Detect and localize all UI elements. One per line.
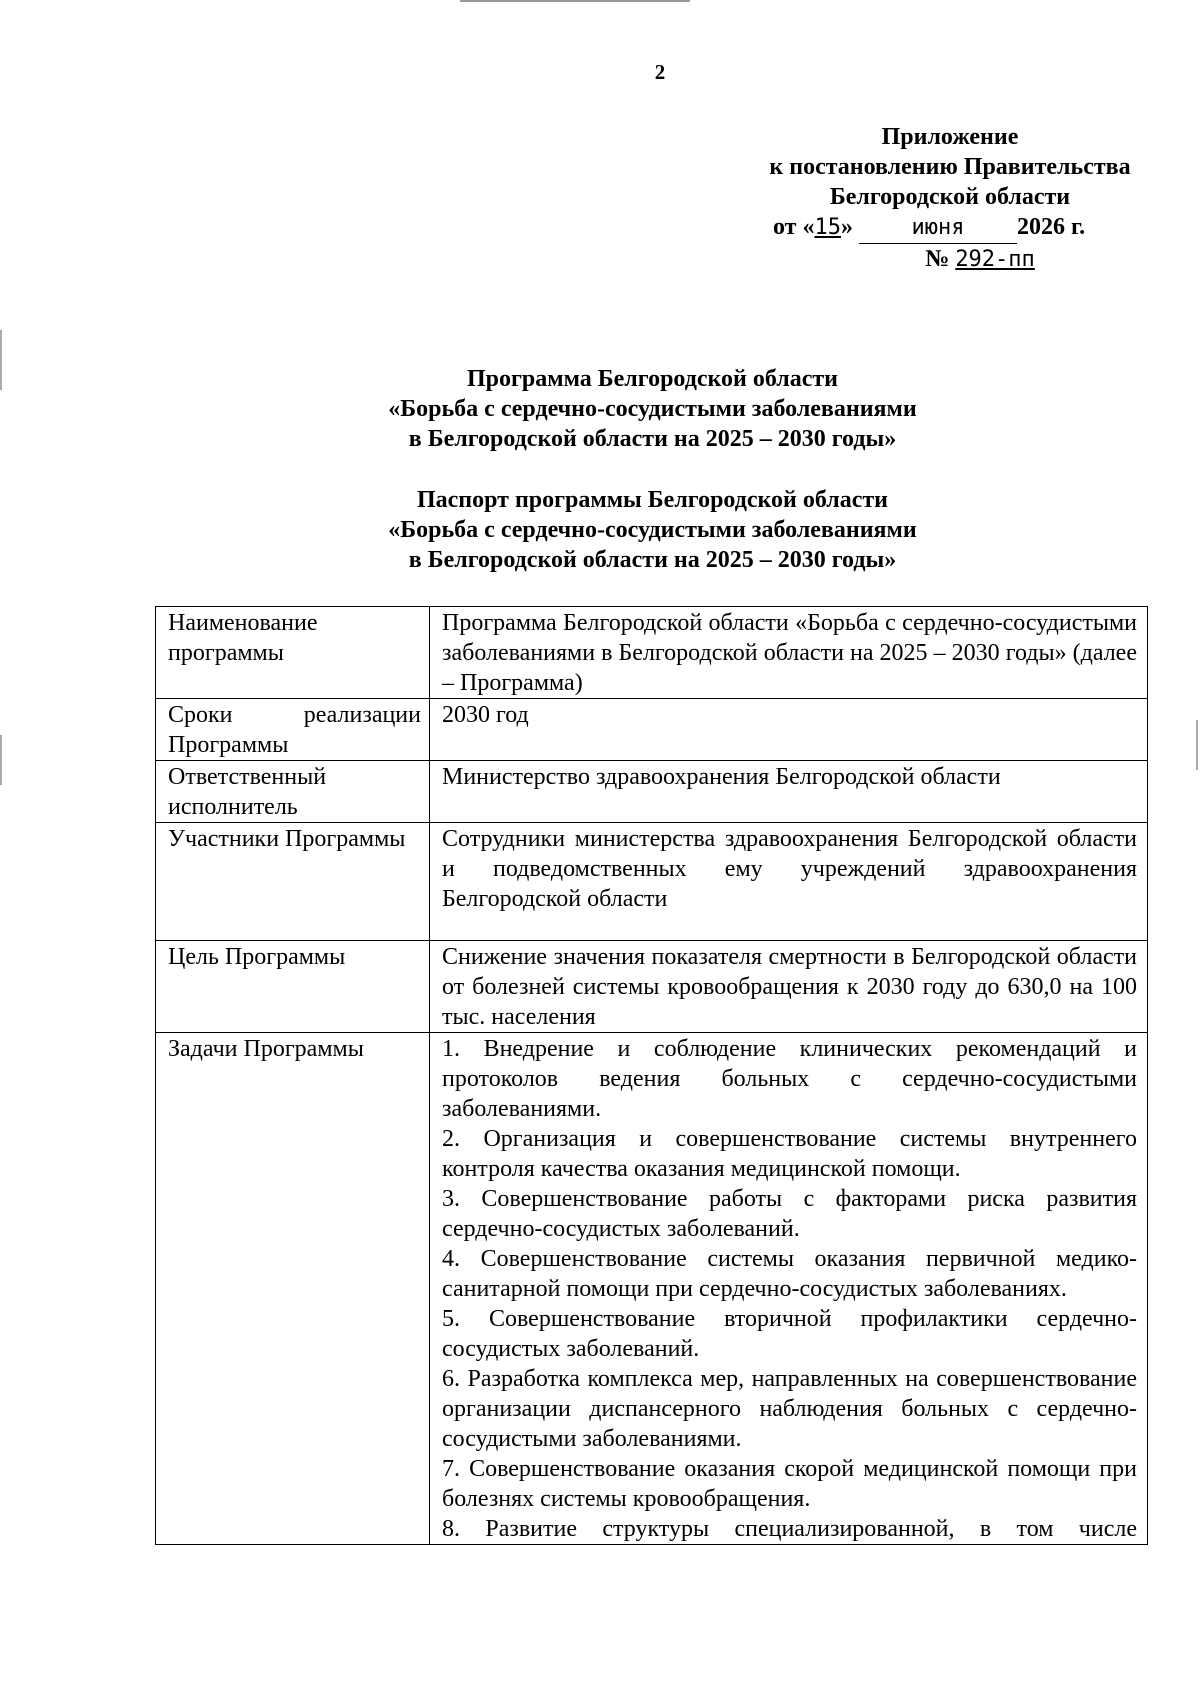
date-prefix: от « bbox=[773, 214, 815, 240]
appendix-title: Приложение bbox=[881, 124, 1019, 150]
page-number: 2 bbox=[654, 60, 666, 84]
table-row bbox=[156, 1033, 1148, 1545]
passport-title-line-3: в Белгородской области на 2025 – 2030 годы» bbox=[408, 547, 897, 573]
row-label-split bbox=[168, 700, 421, 730]
row-label: Участники Программы bbox=[156, 823, 430, 941]
program-title bbox=[155, 364, 1150, 454]
task-item: 2. Организация и совершенствование системы внутреннего контроля качества оказания медицинской помощи. bbox=[442, 1126, 1137, 1182]
task-item: 1. Внедрение и соблюдение клинических рекомендаций и протоколов ведения больных с сердечно-сосудистыми заболеваниями. bbox=[442, 1036, 1137, 1122]
task-item: 6. Разработка комплекса мер, направленных на совершенствование организации диспансерного наблюдения больных с сердечно-сосудистыми заболеваниями. bbox=[442, 1366, 1137, 1452]
date-day: 15 bbox=[814, 215, 841, 240]
table-row bbox=[156, 607, 1148, 699]
date-quote: » bbox=[840, 214, 853, 240]
passport-title bbox=[155, 485, 1150, 575]
tasks-list bbox=[430, 1033, 1148, 1545]
scan-artifact-right bbox=[1196, 720, 1198, 770]
table-row bbox=[156, 941, 1148, 1033]
date-month-field bbox=[859, 212, 1017, 244]
scan-artifact-left-2 bbox=[0, 735, 2, 785]
row-value: 2030 год bbox=[430, 699, 1148, 761]
row-label-word-2: реализации bbox=[303, 702, 421, 728]
task-item: 3. Совершенствование работы с факторами риска развития сердечно-сосудистых заболеваний. bbox=[442, 1186, 1137, 1242]
row-value: Министерство здравоохранения Белгородской области bbox=[430, 761, 1148, 823]
task-item: 8. Развитие структуры специализированной, в том числе bbox=[442, 1516, 1137, 1542]
scan-artifact-top bbox=[460, 0, 690, 2]
task-item: 4. Совершенствование системы оказания первичной медико-санитарной помощи при сердечно-сосудистых заболеваниях. bbox=[442, 1246, 1137, 1302]
row-label: Ответственный исполнитель bbox=[156, 761, 430, 823]
program-title-line-1: Программа Белгородской области bbox=[466, 366, 838, 392]
row-value: Программа Белгородской области «Борьба с сердечно-сосудистыми заболеваниями в Белгородской области на 2025 – 2030 годы» (далее – Программа) bbox=[430, 607, 1148, 699]
task-item: 5. Совершенствование вторичной профилактики сердечно-сосудистых заболеваний. bbox=[442, 1306, 1137, 1362]
row-label: Наименование программы bbox=[156, 607, 430, 699]
row-label-word-1: Сроки bbox=[168, 702, 233, 728]
row-value: Снижение значения показателя смертности в Белгородской области от болезней системы кровообращения к 2030 году до 630,0 на 100 тыс. населения bbox=[430, 941, 1148, 1033]
table-row bbox=[156, 823, 1148, 941]
passport-title-line-1: Паспорт программы Белгородской области bbox=[416, 487, 889, 513]
row-label-word-3: Программы bbox=[168, 732, 289, 758]
program-title-line-3: в Белгородской области на 2025 – 2030 годы» bbox=[408, 426, 897, 452]
task-item: 7. Совершенствование оказания скорой медицинской помощи при болезнях системы кровообращения. bbox=[442, 1456, 1137, 1512]
table-row bbox=[156, 699, 1148, 761]
table-row bbox=[156, 761, 1148, 823]
date-month: июня bbox=[911, 215, 965, 240]
row-value: Сотрудники министерства здравоохранения Белгородской области и подведомственных ему учреждений здравоохранения Белгородской области bbox=[430, 823, 1148, 941]
passport-title-line-2: «Борьба с сердечно-сосудистыми заболеваниями bbox=[388, 517, 917, 543]
appendix-reference: к постановлению Правительства bbox=[769, 154, 1131, 180]
appendix-number bbox=[740, 244, 1160, 275]
number-value: 292-пп bbox=[955, 247, 1035, 272]
program-title-line-2: «Борьба с сердечно-сосудистыми заболеваниями bbox=[388, 396, 917, 422]
appendix-region: Белгородской области bbox=[829, 184, 1071, 210]
row-label: Цель Программы bbox=[156, 941, 430, 1033]
tasks-label: Задачи Программы bbox=[156, 1033, 430, 1545]
appendix-date bbox=[740, 212, 1160, 244]
passport-table bbox=[155, 606, 1148, 1545]
date-year: 2026 г. bbox=[1016, 214, 1086, 240]
appendix-header bbox=[740, 122, 1160, 275]
row-label bbox=[156, 699, 430, 761]
scan-artifact-left-1 bbox=[0, 330, 2, 390]
number-prefix: № bbox=[925, 246, 956, 272]
